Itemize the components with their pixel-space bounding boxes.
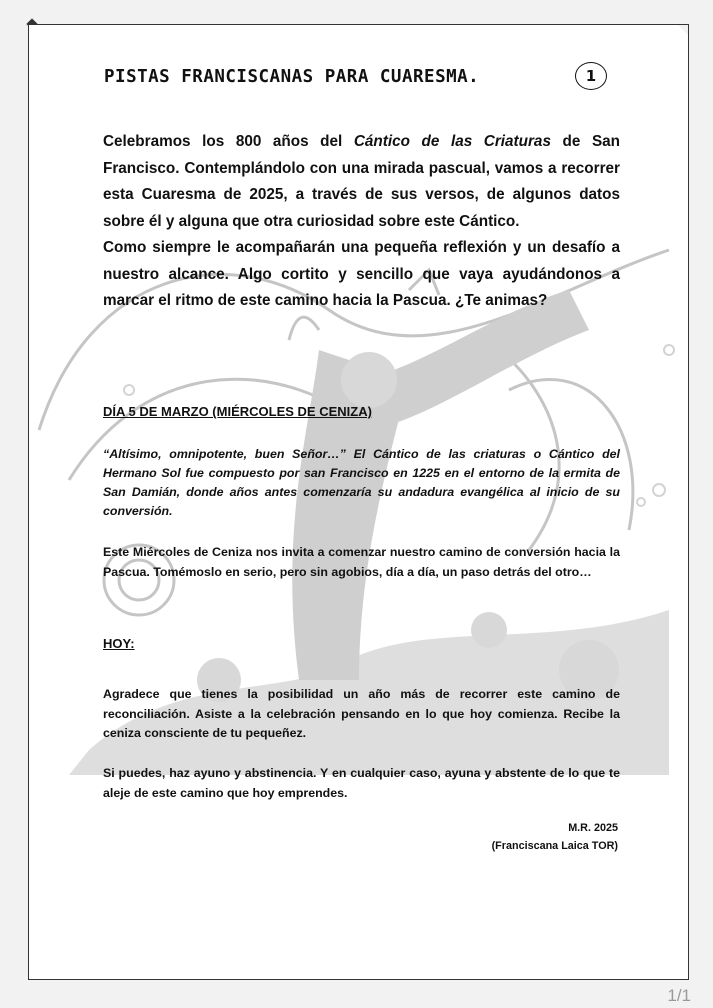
work-title: Cántico de las Criaturas: [353, 133, 551, 150]
day-reflection: Este Miércoles de Ceniza nos invita a comenzar nuestro camino de conversión hacia la Pascua. Tomémoslo en serio, pero sin agobios, día a día, un paso detrás del otro…: [103, 545, 620, 579]
page-number-badge: 1: [575, 62, 607, 90]
signature-affiliation: (Franciscana Laica TOR): [491, 840, 618, 852]
today-heading: HOY:: [103, 636, 135, 651]
intro-text: [103, 129, 620, 315]
intro-rest: de San Francisco. Contemplándolo con una mirada pascual, vamos a recorrer esta Cuaresma de 2025, a través de sus versos, de algunos datos sobre él y alguna que otra curiosidad sobre este Cántico.: [103, 133, 621, 230]
page-counter: 1/1: [667, 986, 691, 1005]
document-page: [28, 24, 689, 980]
day-heading: DÍA 5 DE MARZO (MIÉRCOLES DE CENIZA): [103, 404, 372, 419]
signature-initials: M.R. 2025: [568, 822, 618, 834]
intro-lead: Celebramos los 800 años del: [103, 133, 354, 150]
day-quote: “Altísimo, omnipotente, buen Señor…” El Cántico de las criaturas o Cántico del Hermano Sol fue compuesto por san Francisco en 1225 en el entorno de la ermita de San Damián, donde años antes comenzaría su andadura evangélica al inicio de su conversión.: [103, 447, 620, 518]
intro-paragraph-2: Como siempre le acompañarán una pequeña reflexión y un desafío a nuestro alcance. Algo cortito y sencillo que vaya ayudándonos a marcar el ritmo de este camino hacia la Pascua. ¿Te animas?: [103, 239, 620, 309]
document-title: PISTAS FRANCISCANAS PARA CUARESMA.: [104, 67, 480, 87]
today-extra: Si puedes, haz ayuno y abstinencia. Y en cualquier caso, ayuna y abstente de lo que te aleje de este camino que hoy emprendes.: [103, 766, 620, 800]
page-content: [29, 25, 688, 979]
today-challenge: Agradece que tienes la posibilidad un año más de recorrer este camino de reconciliación. Asiste a la celebración pensando en lo que hoy comienza. Recibe la ceniza consciente de tu pequeñez.: [103, 687, 620, 740]
intro-paragraph-1: [103, 129, 620, 235]
